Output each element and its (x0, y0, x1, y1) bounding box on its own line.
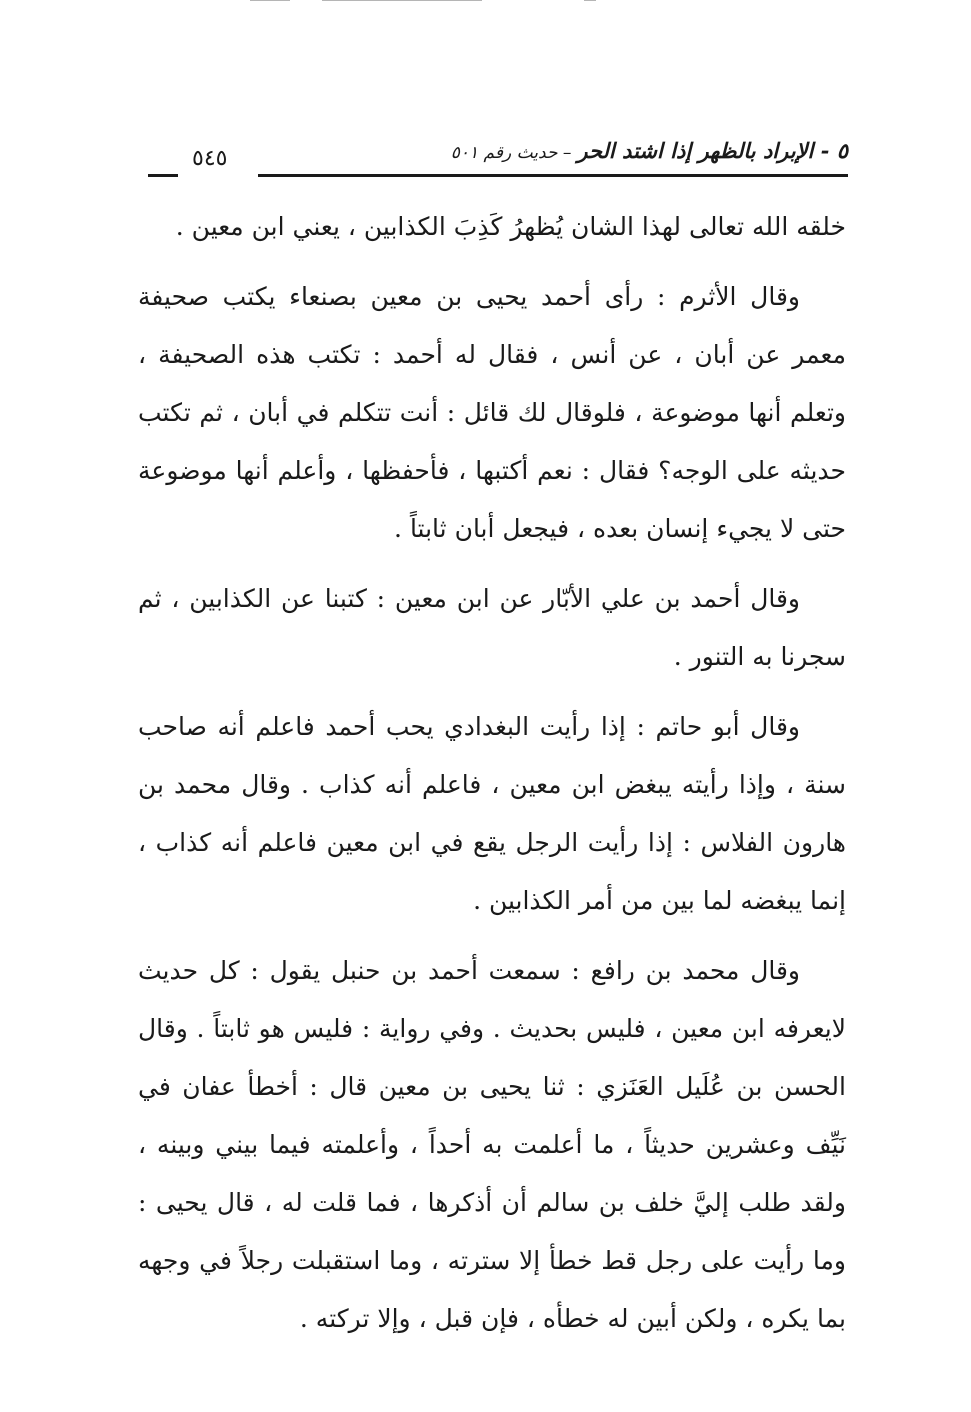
scan-mark-center (322, 0, 482, 1)
paragraph-2: وقال الأثرم : رأى أحمد يحيى بن معين بصنعاء يكتب صحيفة معمر عن أبان ، عن أنس ، فقال له أحمد : تكتب هذه الصحيفة ، وتعلم أنها موضوعة ، فلوقال لك قائل : أنت تتكلم في أبان ، ثم تكتب حديثه على الوجه؟ فقال : نعم أكتبها ، فأحفظها ، وأعلم أنها موضوعة حتى لا يجيء إنسان بعده ، فيجعل أبان ثابتاً . (138, 282, 846, 543)
page-number: ٥٤٥ (192, 146, 228, 171)
page-body (138, 198, 846, 1360)
chapter-title-text: ٥ - الإبراد بالظهر إذا اشتد الحر (577, 138, 848, 163)
scan-mark-left (250, 0, 290, 1)
paragraph-4: وقال أبو حاتم : إذا رأيت البغدادي يحب أحمد فاعلم أنه صاحب سنة ، وإذا رأيته يبغض ابن معين ، فاعلم أنه كذاب . وقال محمد بن هارون الفلاس : إذا رأيت الرجل يقع في ابن معين فاعلم أنه كذاب ، إنما يبغضه لما بين من أمر الكذابين . (138, 712, 846, 915)
chapter-title (451, 138, 848, 163)
running-header (130, 132, 848, 182)
paragraph-1: خلقه الله تعالى لهذا الشان يُظهرُ كَذِبَ الكذابين ، يعني ابن معين . (175, 212, 846, 241)
scan-mark-right (584, 0, 596, 1)
header-rule (258, 174, 848, 177)
hadith-number: – حديث رقم ٥٠١ (450, 143, 572, 163)
paragraph-3: وقال أحمد بن علي الأبّار عن ابن معين : كتبنا عن الكذابين ، ثم سجرنا به التنور . (138, 584, 846, 671)
page-number-rule (148, 174, 178, 177)
paragraph-5: وقال محمد بن رافع : سمعت أحمد بن حنبل يقول : كل حديث لايعرفه ابن معين ، فليس بحديث . وفي رواية : فليس هو ثابتاً . وقال الحسن بن عُلَيل العَنَزي : ثنا يحيى بن معين قال : أخطأ عفان في نَيِّف وعشرين حديثاً ، ما أعلمت به أحداً ، وأعلمته فيما بيني وبينه ، ولقد طلب إليَّ خلف بن سالم أن أذكرها ، فما قلت له ، قال يحيى : وما رأيت على رجل قط خطأ إلا سترته ، وما استقبلت رجلاً في وجهه بما يكره ، ولكن أبين له خطأه ، فإن قبل ، وإلا تركته . (138, 956, 846, 1333)
